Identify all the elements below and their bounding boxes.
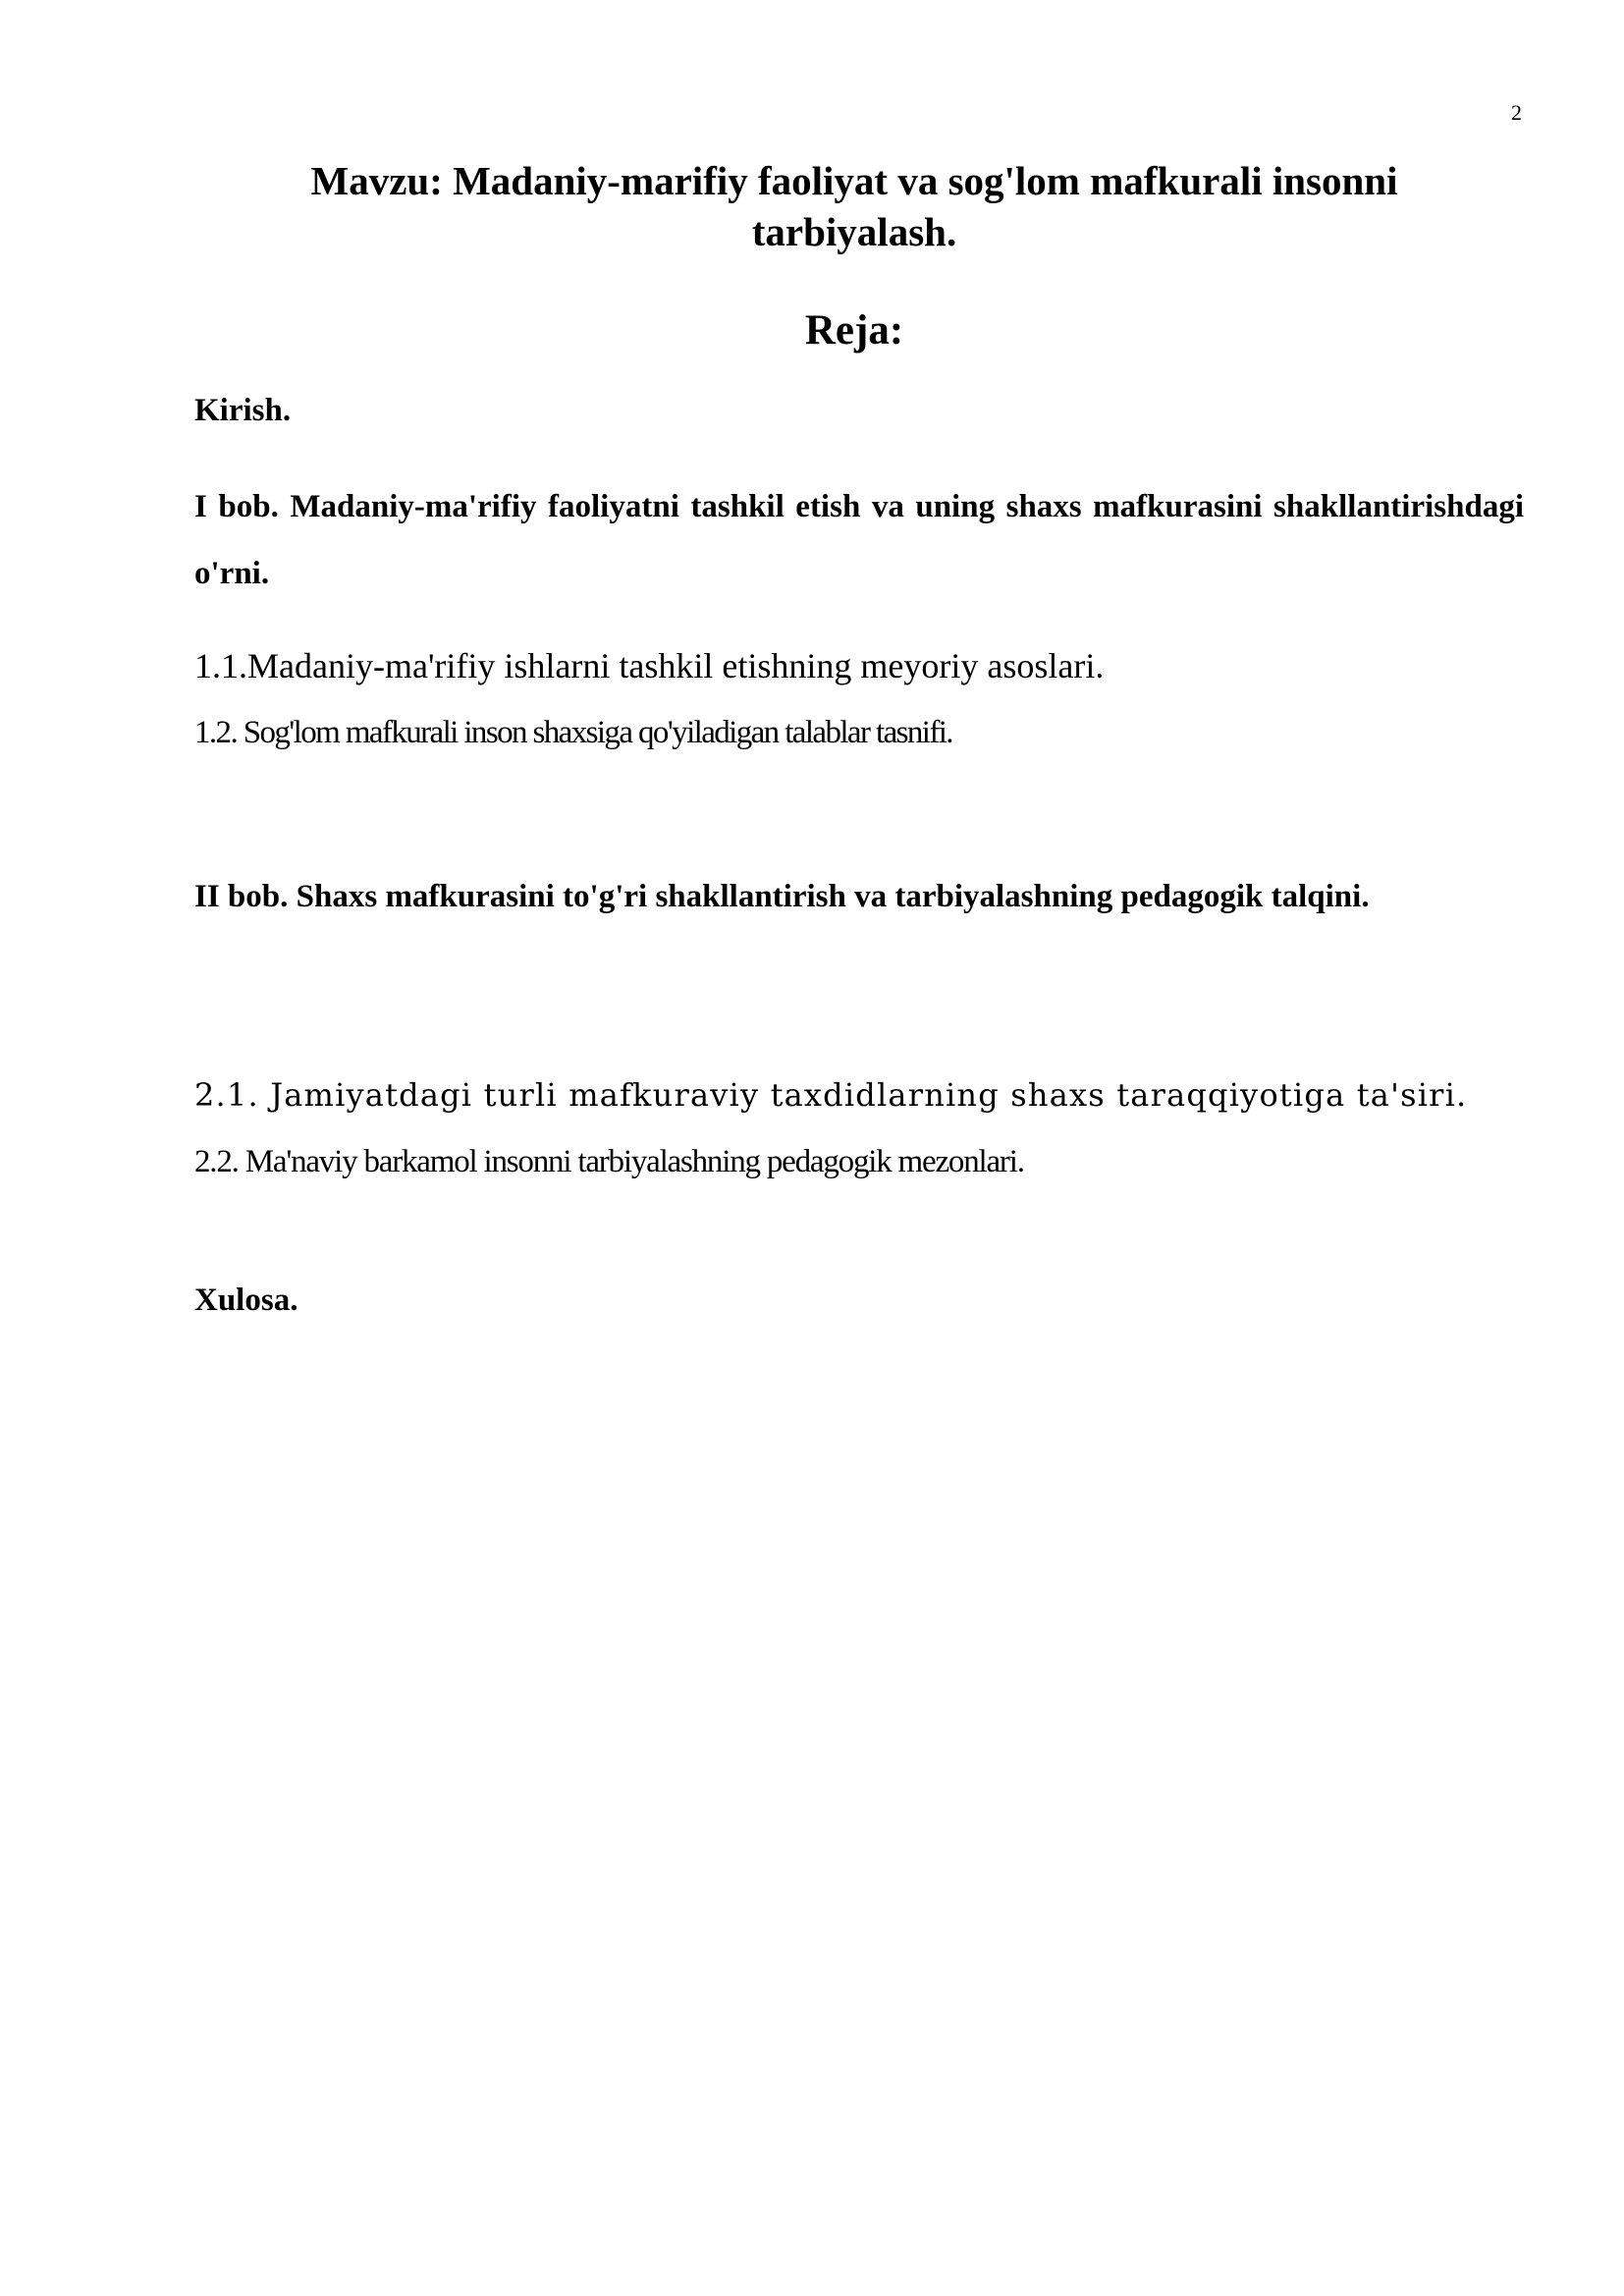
section-1-1: 1.1.Madaniy-ma'rifiy ishlarni tashkil etishning meyoriy asoslari. [194,646,1105,685]
plan-heading: Reja: [804,307,904,354]
section-2-1: 2.1. Jamiyatdagi turli mafkuraviy taxdidlarning shaxs taraqqiyotiga ta'siri. [194,1076,1468,1114]
section-2-2: 2.2. Ma'naviy barkamol insonni tarbiyalashning pedagogik mezonlari. [194,1144,1024,1179]
chapter-1-heading: I bob. Madaniy-ma'rifiy faoliyatni tashkil etish va uning shaxs mafkurasini shakllantirishdagi o'rni. [194,489,1524,591]
chapter-2-heading: II bob. Shaxs mafkurasini to'g'ri shakllantirish va tarbiyalashning pedagogik talqini. [194,879,1370,914]
page-number: 2 [1511,100,1522,125]
intro-heading: Kirish. [194,393,292,428]
document-title: Mavzu: Madaniy-marifiy faoliyat va sog'lom mafkurali insonni tarbiyalash. [310,158,1398,254]
conclusion-heading: Xulosa. [194,1283,298,1318]
section-1-2: 1.2. Sog'lom mafkurali inson shaxsiga qo'yiladigan talablar tasnifi. [194,715,952,750]
